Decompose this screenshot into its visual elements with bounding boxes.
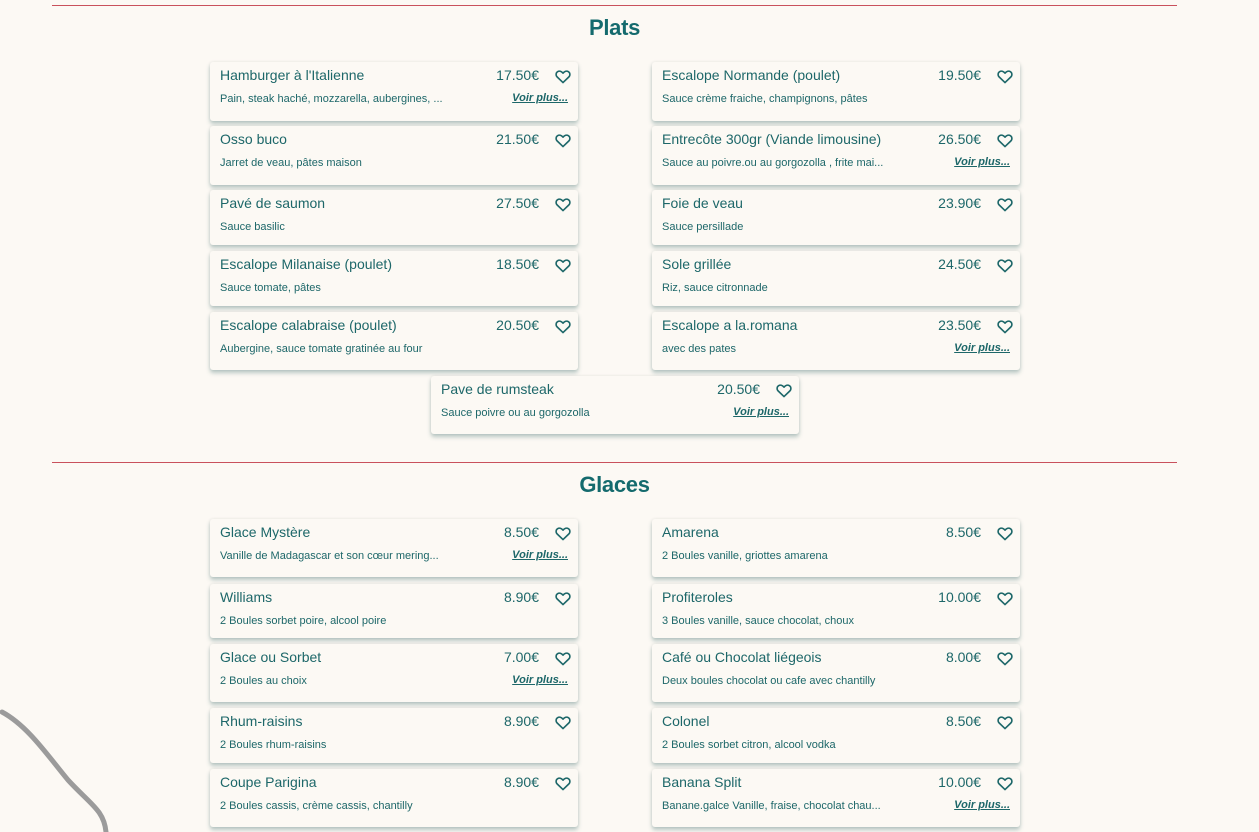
item-description: Sauce crème fraiche, champignons, pâtes bbox=[662, 93, 868, 105]
item-name: Banana Split bbox=[662, 774, 742, 790]
item-description: Sauce au poivre.ou au gorgozolla , frite mai... bbox=[662, 157, 884, 169]
decorative-curve bbox=[0, 690, 140, 832]
voir-plus-link[interactable]: Voir plus... bbox=[512, 674, 568, 686]
section-title-plats: Plats bbox=[588, 15, 641, 40]
item-name: Coupe Parigina bbox=[220, 774, 317, 790]
heart-icon[interactable] bbox=[997, 716, 1013, 730]
item-description: Pain, steak haché, mozzarella, aubergines, ... bbox=[220, 93, 443, 105]
heart-icon[interactable] bbox=[555, 134, 571, 148]
item-name: Glace ou Sorbet bbox=[220, 649, 322, 665]
item-price: 23.50€ bbox=[938, 317, 981, 333]
item-description: Aubergine, sauce tomate gratinée au four bbox=[220, 343, 423, 355]
menu-item-card[interactable] bbox=[210, 769, 578, 827]
voir-plus-link[interactable]: Voir plus... bbox=[954, 156, 1010, 168]
item-price: 23.90€ bbox=[938, 195, 981, 211]
item-name: Escalope a la.romana bbox=[662, 317, 798, 333]
voir-plus-link[interactable]: Voir plus... bbox=[954, 799, 1010, 811]
menu-item-card[interactable] bbox=[210, 644, 578, 702]
heart-icon[interactable] bbox=[555, 198, 571, 212]
heart-icon[interactable] bbox=[555, 652, 571, 666]
item-price: 8.50€ bbox=[945, 524, 981, 540]
item-name: Glace Mystère bbox=[220, 524, 311, 540]
item-price: 8.90€ bbox=[503, 589, 539, 605]
voir-plus-link[interactable]: Voir plus... bbox=[512, 549, 568, 561]
item-description: 2 Boules sorbet poire, alcool poire bbox=[220, 615, 387, 627]
item-description: Sauce poivre ou au gorgozolla bbox=[441, 407, 590, 419]
item-price: 26.50€ bbox=[938, 131, 981, 147]
item-name: Hamburger à l'Italienne bbox=[220, 67, 365, 83]
item-name: Colonel bbox=[662, 713, 710, 729]
item-price: 20.50€ bbox=[496, 317, 539, 333]
item-description: Banane.galce Vanille, fraise, chocolat chau... bbox=[662, 800, 881, 812]
item-name: Rhum-raisins bbox=[220, 713, 303, 729]
item-price: 8.90€ bbox=[503, 713, 539, 729]
menu-item-card[interactable] bbox=[652, 519, 1020, 577]
item-name: Pave de rumsteak bbox=[441, 381, 554, 397]
item-description: 2 Boules rhum-raisins bbox=[220, 739, 327, 751]
heart-icon[interactable] bbox=[555, 527, 571, 541]
item-name: Escalope calabraise (poulet) bbox=[220, 317, 397, 333]
item-price: 10.00€ bbox=[938, 589, 981, 605]
item-name: Pavé de saumon bbox=[220, 195, 326, 211]
item-name: Williams bbox=[220, 589, 273, 605]
heart-icon[interactable] bbox=[997, 527, 1013, 541]
item-description: Sauce persillade bbox=[662, 221, 744, 233]
item-description: 3 Boules vanille, sauce chocolat, choux bbox=[662, 615, 855, 627]
menu-item-card[interactable] bbox=[431, 376, 799, 434]
item-price: 21.50€ bbox=[496, 131, 539, 147]
item-name: Escalope Milanaise (poulet) bbox=[220, 256, 392, 272]
menu-item-card[interactable] bbox=[652, 62, 1020, 121]
item-price: 20.50€ bbox=[717, 381, 760, 397]
menu-item-card[interactable] bbox=[210, 312, 578, 370]
heart-icon[interactable] bbox=[997, 777, 1013, 791]
menu-item-card[interactable] bbox=[652, 769, 1020, 827]
item-price: 27.50€ bbox=[496, 195, 539, 211]
item-description: 2 Boules au choix bbox=[220, 675, 307, 687]
heart-icon[interactable] bbox=[997, 320, 1013, 334]
heart-icon[interactable] bbox=[997, 198, 1013, 212]
heart-icon[interactable] bbox=[997, 134, 1013, 148]
heart-icon[interactable] bbox=[555, 320, 571, 334]
heart-icon[interactable] bbox=[555, 259, 571, 273]
menu-item-card[interactable] bbox=[210, 190, 578, 245]
item-description: Sauce tomate, pâtes bbox=[220, 282, 321, 294]
item-name: Foie de veau bbox=[662, 195, 743, 211]
menu-item-card[interactable] bbox=[210, 584, 578, 638]
item-name: Amarena bbox=[662, 524, 719, 540]
menu-item-card[interactable] bbox=[652, 312, 1020, 370]
item-price: 8.00€ bbox=[945, 649, 981, 665]
item-description: 2 Boules sorbet citron, alcool vodka bbox=[662, 739, 836, 751]
voir-plus-link[interactable]: Voir plus... bbox=[954, 342, 1010, 354]
item-description: 2 Boules cassis, crème cassis, chantilly bbox=[220, 800, 413, 812]
item-price: 17.50€ bbox=[496, 67, 539, 83]
heart-icon[interactable] bbox=[997, 652, 1013, 666]
heart-icon[interactable] bbox=[997, 259, 1013, 273]
item-description: 2 Boules vanille, griottes amarena bbox=[662, 550, 828, 562]
item-name: Entrecôte 300gr (Viande limousine) bbox=[662, 131, 882, 147]
section-title-glaces: Glaces bbox=[579, 472, 650, 497]
item-description: Jarret de veau, pâtes maison bbox=[220, 157, 362, 169]
menu-item-card[interactable] bbox=[210, 126, 578, 185]
item-description: Deux boules chocolat ou cafe avec chantilly bbox=[662, 675, 876, 687]
item-name: Profiteroles bbox=[662, 589, 733, 605]
heart-icon[interactable] bbox=[776, 384, 792, 398]
item-name: Café ou Chocolat liégeois bbox=[662, 649, 822, 665]
item-description: Sauce basilic bbox=[220, 221, 285, 233]
heart-icon[interactable] bbox=[555, 777, 571, 791]
item-price: 8.50€ bbox=[945, 713, 981, 729]
menu-item-card[interactable] bbox=[652, 584, 1020, 638]
section-divider bbox=[52, 462, 1177, 463]
item-price: 18.50€ bbox=[496, 256, 539, 272]
heart-icon[interactable] bbox=[555, 592, 571, 606]
voir-plus-link[interactable]: Voir plus... bbox=[512, 92, 568, 104]
menu-item-card[interactable] bbox=[210, 62, 578, 121]
heart-icon[interactable] bbox=[555, 70, 571, 84]
item-price: 8.50€ bbox=[503, 524, 539, 540]
menu-item-card[interactable] bbox=[652, 644, 1020, 702]
item-price: 24.50€ bbox=[938, 256, 981, 272]
heart-icon[interactable] bbox=[997, 70, 1013, 84]
heart-icon[interactable] bbox=[997, 592, 1013, 606]
menu-item-card[interactable] bbox=[210, 519, 578, 577]
item-price: 10.00€ bbox=[938, 774, 981, 790]
menu-item-card[interactable] bbox=[652, 126, 1020, 185]
menu-item-card[interactable] bbox=[210, 708, 578, 763]
voir-plus-link[interactable]: Voir plus... bbox=[733, 406, 789, 418]
item-name: Osso buco bbox=[220, 131, 287, 147]
item-price: 8.90€ bbox=[503, 774, 539, 790]
menu-item-card[interactable] bbox=[652, 708, 1020, 763]
item-description: Vanille de Madagascar et son cœur mering... bbox=[220, 550, 439, 562]
item-description: Riz, sauce citronnade bbox=[662, 282, 768, 294]
heart-icon[interactable] bbox=[555, 716, 571, 730]
section-divider bbox=[52, 5, 1177, 6]
item-name: Sole grillée bbox=[662, 256, 732, 272]
item-price: 19.50€ bbox=[938, 67, 981, 83]
item-price: 7.00€ bbox=[503, 649, 539, 665]
item-description: avec des pates bbox=[662, 343, 736, 355]
menu-item-card[interactable] bbox=[652, 190, 1020, 245]
menu-item-card[interactable] bbox=[652, 251, 1020, 306]
item-name: Escalope Normande (poulet) bbox=[662, 67, 841, 83]
menu-item-card[interactable] bbox=[210, 251, 578, 306]
